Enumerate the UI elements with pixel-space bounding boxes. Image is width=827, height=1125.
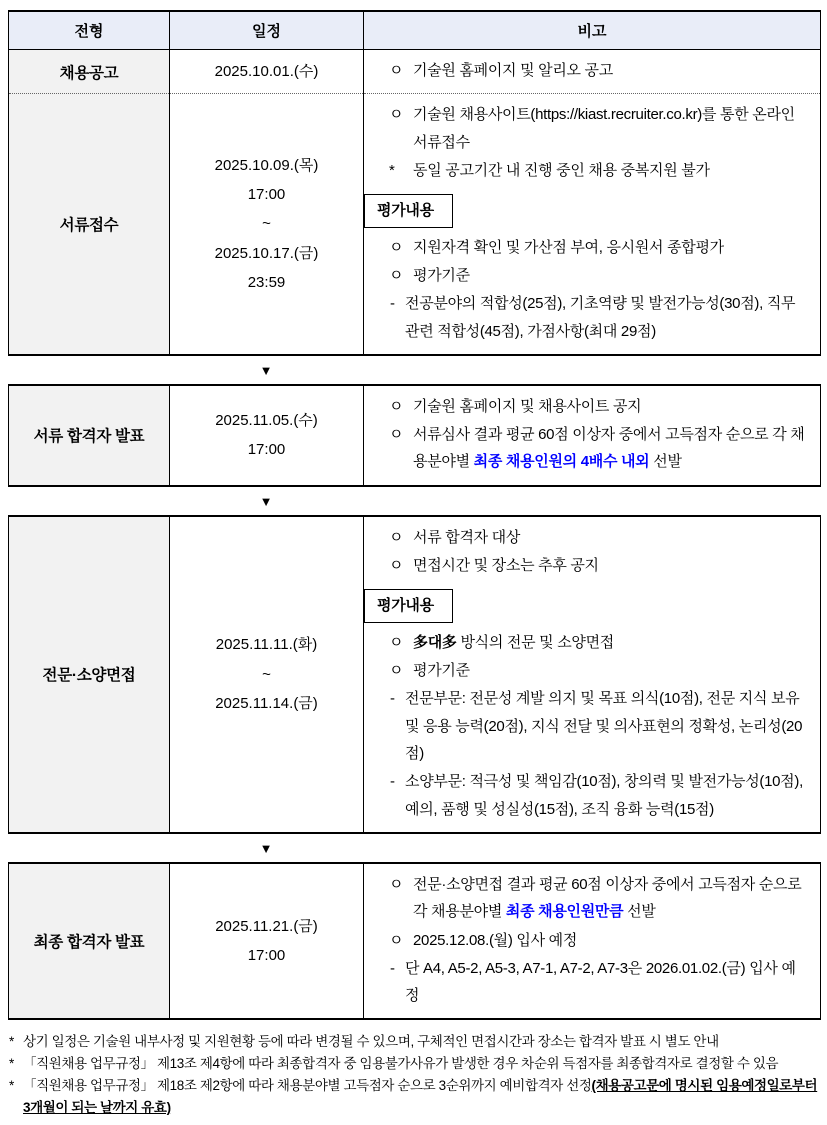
bullet-glyph: ㅇ xyxy=(389,266,404,284)
footnote-item xyxy=(8,1031,824,1053)
evaluation-box-wrap xyxy=(376,185,808,233)
bullet-glyph: ㅇ xyxy=(389,238,404,256)
asterisk-glyph: * xyxy=(9,1056,14,1072)
text-segment: 방식의 전문 및 소양면접 xyxy=(456,633,614,651)
schedule-cell xyxy=(170,863,364,1019)
table-row xyxy=(9,50,821,94)
asterisk-glyph: * xyxy=(9,1034,14,1050)
remark-item xyxy=(376,393,808,420)
text-segment: 평가기준 xyxy=(413,266,470,284)
schedule-cell xyxy=(170,516,364,833)
schedule-table xyxy=(8,10,821,356)
down-arrow-icon: ▼ xyxy=(259,362,273,378)
text-segment: 多대多 xyxy=(413,633,457,651)
text-segment: 면접시간 및 장소는 추후 공지 xyxy=(413,557,599,575)
down-arrow-icon: ▼ xyxy=(259,840,273,856)
remark-item xyxy=(376,552,808,579)
text-segment: 2025.12.08.(월) 입사 예정 xyxy=(413,931,578,949)
text-segment: 「직원채용 업무규정」 제18조 제2항에 따라 채용분야별 고득점자 순으로 3순위까지 예비합격자 선정 xyxy=(23,1078,592,1094)
table-row xyxy=(9,94,821,355)
table-header xyxy=(9,11,821,50)
text-segment: 동일 공고기간 내 진행 중인 채용 중복지원 불가 xyxy=(413,161,710,179)
header-remark: 비고 xyxy=(364,11,821,50)
text-segment: 최종 채용인원의 4배수 내외 xyxy=(473,453,650,471)
remark-item xyxy=(376,524,808,551)
bullet-glyph: ㅇ xyxy=(389,875,404,893)
text-segment: 지원자격 확인 및 가산점 부여, 응시원서 종합평가 xyxy=(413,238,724,256)
schedule-line: 2025.11.05.(수) xyxy=(215,412,318,430)
text-segment: 기술원 홈페이지 및 채용사이트 공지 xyxy=(413,397,642,415)
remark-item xyxy=(376,955,808,1010)
remark-item xyxy=(376,262,808,289)
remarks-cell xyxy=(364,385,821,486)
text-segment: 전문부문: 전문성 계발 의지 및 목표 의식(10점), 전문 지식 보유 및 응용 능력(20점), 지식 전달 및 의사표현의 정확성, 논리성(20점) xyxy=(405,690,803,763)
flow-separator xyxy=(8,834,820,862)
text-segment: 서류심사 결과 평균 60점 이상자 중에서 고득점자 순으로 각 채용분야별 xyxy=(413,426,805,471)
bullet-glyph: ㅇ xyxy=(389,528,404,546)
schedule-line: 2025.10.01.(수) xyxy=(214,63,319,81)
bullet-glyph: ㅇ xyxy=(389,662,404,680)
flow-separator xyxy=(8,356,820,384)
schedule-table xyxy=(8,862,821,1020)
text-segment: 최종 채용인원만큼 xyxy=(505,903,624,921)
schedule-cell xyxy=(170,94,364,355)
remarks-cell xyxy=(364,94,821,355)
text-segment: 서류 합격자 대상 xyxy=(413,528,521,546)
schedule-line: 23:59 xyxy=(247,273,286,291)
remarks-cell xyxy=(364,516,821,833)
text-segment: 기술원 홈페이지 및 알리오 공고 xyxy=(413,62,613,79)
text-segment: 기술원 채용사이트(https://kiast.recruiter.co.kr)를 통한 온라인 서류접수 xyxy=(413,106,795,151)
remark-item xyxy=(376,768,808,823)
flow-separator xyxy=(8,487,820,515)
bullet-glyph: - xyxy=(390,295,395,313)
schedule-table xyxy=(8,515,821,834)
bullet-glyph: ㅇ xyxy=(389,931,404,949)
remark-item xyxy=(376,290,808,345)
schedule-line: 17:00 xyxy=(247,186,286,204)
evaluation-box-label: 평가내용 xyxy=(364,589,453,623)
text-segment: 전문·소양면접 결과 평균 60점 이상자 중에서 고득점자 순으로 각 채용분야별 xyxy=(413,875,802,921)
asterisk-glyph: * xyxy=(9,1078,14,1094)
text-segment: 「직원채용 업무규정」 제13조 제4항에 따라 최종합격자 중 임용불가사유가 발생한 경우 차순위 득점자를 최종합격자로 결정할 수 있음 xyxy=(23,1056,779,1072)
schedule-cell xyxy=(170,50,364,94)
header-schedule: 일정 xyxy=(170,11,364,50)
schedule-cell xyxy=(170,385,364,486)
remark-item xyxy=(376,57,808,84)
text-segment: 평가기준 xyxy=(413,662,470,680)
table-row xyxy=(9,516,821,833)
remark-item xyxy=(376,685,808,767)
stage-cell: 최종 합격자 발표 xyxy=(9,863,170,1019)
remark-item xyxy=(376,871,808,926)
bullet-glyph: ㅇ xyxy=(389,426,404,444)
remark-item xyxy=(376,421,808,476)
header-row xyxy=(9,11,821,50)
bullet-glyph: - xyxy=(390,690,395,708)
remark-item xyxy=(376,657,808,684)
schedule-line: 2025.10.09.(목) xyxy=(214,156,319,174)
text-segment: 소양부문: 적극성 및 책임감(10점), 창의력 및 발전가능성(10점), 예의, 품행 및 성실성(15점), 조직 융화 능력(15점) xyxy=(405,773,803,818)
schedule-line: 2025.11.14.(금) xyxy=(215,694,318,712)
bullet-glyph: ㅇ xyxy=(389,557,404,575)
footnotes xyxy=(8,1031,824,1118)
remarks-cell xyxy=(364,50,821,94)
remark-item xyxy=(376,101,808,156)
schedule-line: ~ xyxy=(262,665,271,683)
text-segment: 선발 xyxy=(623,903,656,921)
schedule-line: 17:00 xyxy=(247,947,286,965)
bullet-glyph: ㅇ xyxy=(389,62,404,79)
stage-cell: 서류 합격자 발표 xyxy=(9,385,170,486)
schedule-line: 17:00 xyxy=(247,441,286,459)
schedule-line: 2025.11.21.(금) xyxy=(215,917,318,935)
down-arrow-icon: ▼ xyxy=(259,493,273,509)
text-segment: 전공분야의 적합성(25점), 기초역량 및 발전가능성(30점), 직무 관련 적합성(45점), 가점사항(최대 29점) xyxy=(405,295,796,340)
text-segment: 선발 xyxy=(649,453,682,471)
text-segment: (채용공고문에 명시된 임용예정일로부터 3개월이 되는 날까지 유효) xyxy=(23,1078,818,1115)
header-stage: 전형 xyxy=(9,11,170,50)
schedule-line: ~ xyxy=(262,215,271,233)
bullet-glyph: - xyxy=(390,773,395,791)
table-row xyxy=(9,385,821,486)
bullet-glyph: ㅇ xyxy=(389,397,404,415)
bullet-glyph: ㅇ xyxy=(389,633,404,651)
bullet-glyph: ㅇ xyxy=(389,106,404,124)
schedule-line: 2025.11.11.(화) xyxy=(215,636,318,654)
bullet-glyph: * xyxy=(389,161,395,179)
remark-item xyxy=(376,157,808,184)
table-row xyxy=(9,863,821,1019)
remarks-cell xyxy=(364,863,821,1019)
schedule-tables xyxy=(8,10,820,1020)
remark-item xyxy=(376,234,808,261)
stage-cell: 서류접수 xyxy=(9,94,170,355)
stage-cell: 전문·소양면접 xyxy=(9,516,170,833)
schedule-line: 2025.10.17.(금) xyxy=(214,244,319,262)
text-segment: 상기 일정은 기술원 내부사정 및 지원현황 등에 따라 변경될 수 있으며, 구체적인 면접시간과 장소는 합격자 발표 시 별도 안내 xyxy=(23,1034,719,1050)
evaluation-box-wrap xyxy=(376,580,808,628)
remark-item xyxy=(376,629,808,656)
schedule-table xyxy=(8,384,821,487)
footnote-item xyxy=(8,1075,824,1119)
text-segment: 단 A4, A5-2, A5-3, A7-1, A7-2, A7-3은 2026.01.02.(금) 입사 예정 xyxy=(405,959,796,1005)
evaluation-box-label: 평가내용 xyxy=(364,194,453,228)
stage-cell: 채용공고 xyxy=(9,50,170,94)
footnote-item xyxy=(8,1053,824,1075)
remark-item xyxy=(376,927,808,954)
bullet-glyph: - xyxy=(390,959,395,977)
